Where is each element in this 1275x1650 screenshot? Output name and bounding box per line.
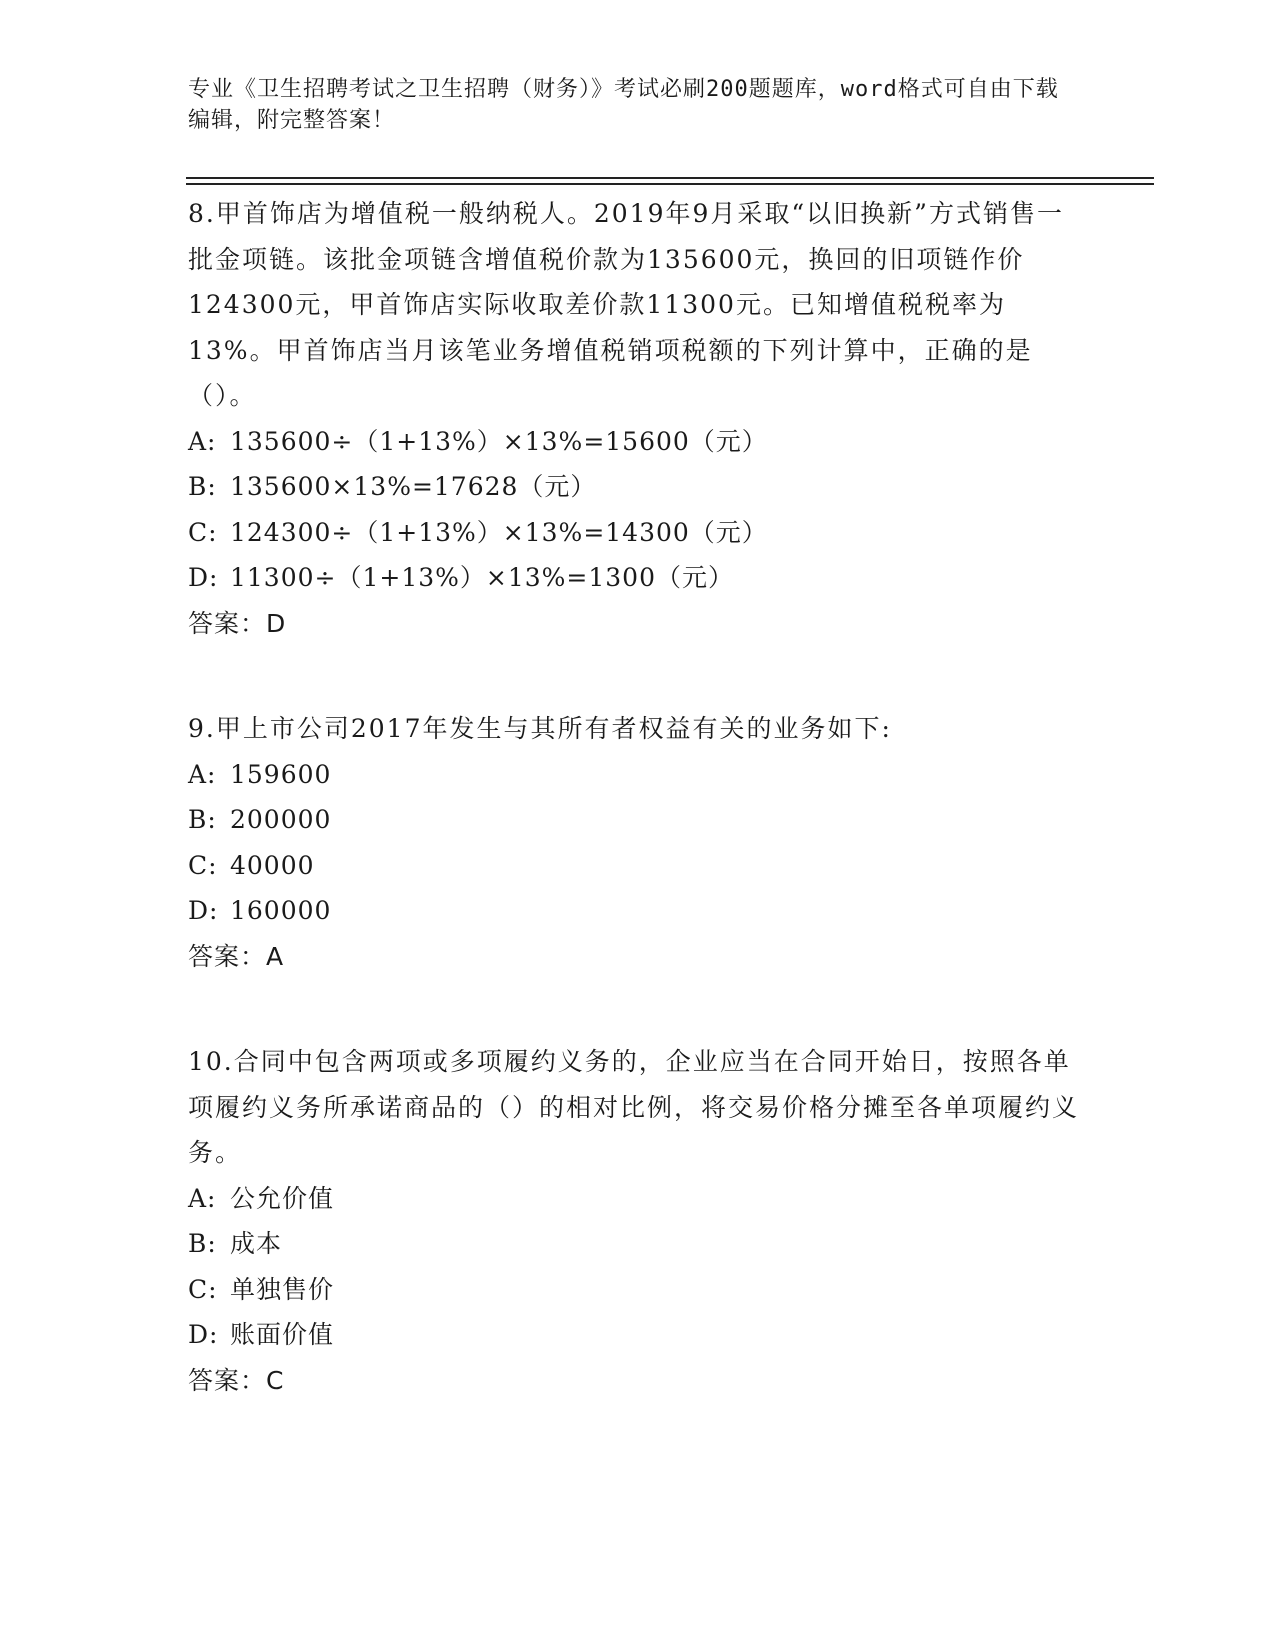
option-key: C: — [188, 850, 218, 880]
option-key: D: — [188, 1320, 219, 1349]
option-text: 135600×13%=17628（元） — [230, 472, 597, 501]
option-c — [188, 510, 1083, 556]
option-d — [188, 888, 1083, 934]
header-divider-bottom — [186, 183, 1154, 185]
question-9 — [188, 706, 1083, 979]
option-key: C: — [188, 1274, 218, 1304]
option-text: 135600÷（1+13%）×13%=15600（元） — [230, 426, 768, 456]
option-c — [188, 1267, 1083, 1313]
option-b — [188, 464, 1083, 510]
option-text: 公允价值 — [230, 1183, 335, 1213]
option-key: B: — [188, 805, 217, 834]
option-key: A: — [188, 426, 217, 456]
question-stem: 9.甲上市公司2017年发生与其所有者权益有关的业务如下: — [188, 714, 892, 743]
option-key: B: — [188, 1229, 217, 1258]
option-key: A: — [188, 1183, 217, 1213]
option-text: 200000 — [230, 805, 332, 834]
question-10 — [188, 1039, 1083, 1403]
option-text: 账面价值 — [230, 1320, 335, 1349]
question-list — [188, 191, 1083, 1463]
option-a — [188, 419, 1083, 465]
option-key: C: — [188, 517, 218, 547]
option-d — [188, 555, 1083, 601]
option-d — [188, 1312, 1083, 1358]
document-header-text: 专业《卫生招聘考试之卫生招聘（财务）》考试必刷200题题库，word格式可自由下载编辑，附完整答案！ — [188, 77, 1059, 133]
option-text: 160000 — [230, 896, 332, 925]
option-b — [188, 797, 1083, 843]
option-text: 11300÷（1+13%）×13%=1300（元） — [230, 563, 734, 592]
option-text: 40000 — [230, 850, 315, 880]
option-text: 单独售价 — [230, 1274, 335, 1304]
option-text: 159600 — [230, 759, 332, 789]
option-a — [188, 752, 1083, 798]
option-b — [188, 1221, 1083, 1267]
question-stem: 10.合同中包含两项或多项履约义务的，企业应当在合同开始日，按照各单项履约义务所承诺商品的（）的相对比例，将交易价格分摊至各单项履约义务。 — [188, 1047, 1080, 1167]
answer-line: 答案：A — [188, 941, 285, 971]
question-8 — [188, 191, 1083, 646]
option-key: B: — [188, 472, 217, 501]
option-text: 成本 — [230, 1229, 283, 1258]
option-c — [188, 843, 1083, 889]
option-a — [188, 1176, 1083, 1222]
answer-line: 答案：D — [188, 608, 287, 638]
option-text: 124300÷（1+13%）×13%=14300（元） — [230, 517, 768, 547]
question-stem: 8.甲首饰店为增值税一般纳税人。2019年9月采取“以旧换新”方式销售一批金项链。该批金项链含增值税价款为135600元，换回的旧项链作价124300元，甲首饰店实际收取差价款11300元。已知增值税税率为13%。甲首饰店当月该笔业务增值税销项税额的下列计算中，正确的是（）。 — [188, 199, 1064, 410]
option-key: D: — [188, 563, 219, 592]
answer-line: 答案：C — [188, 1365, 285, 1395]
option-key: D: — [188, 896, 219, 925]
header-divider-top — [186, 177, 1154, 179]
option-key: A: — [188, 759, 217, 789]
